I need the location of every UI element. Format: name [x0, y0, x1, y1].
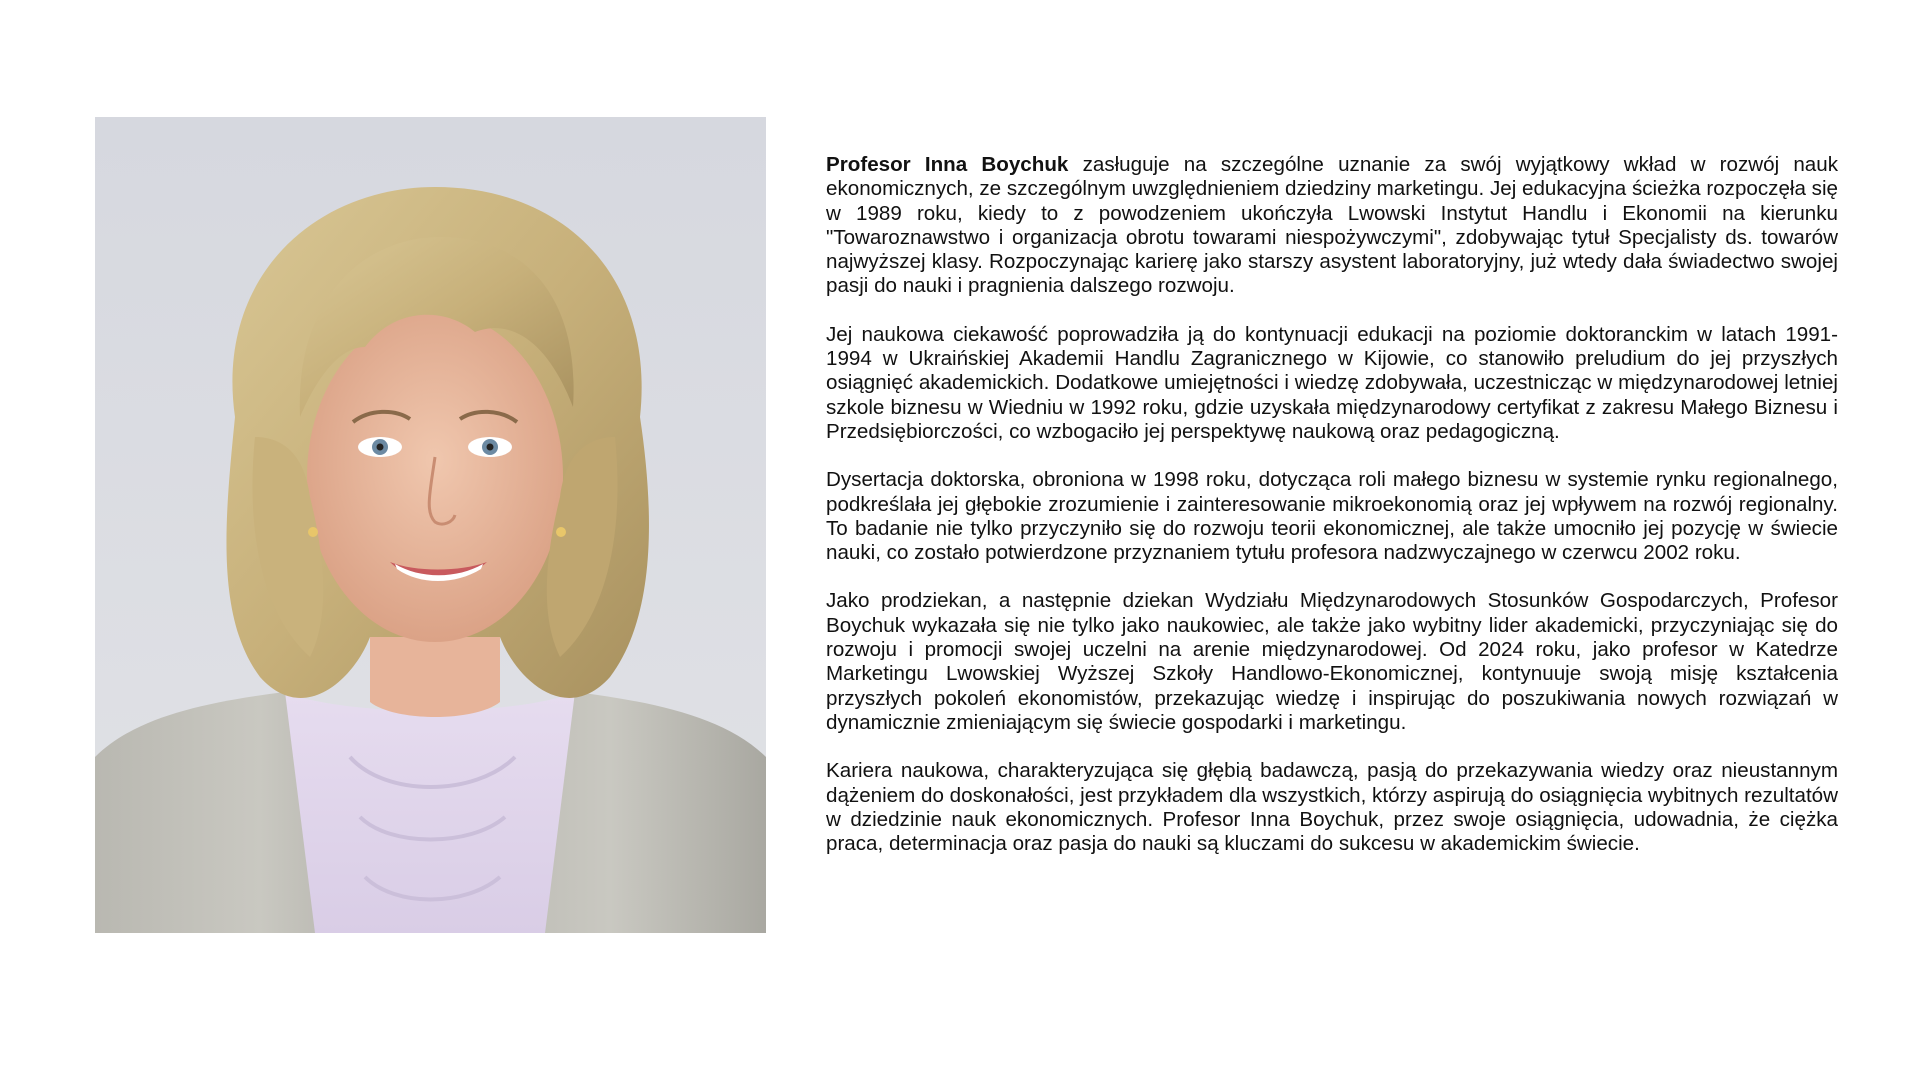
- bio-paragraph-4: Jako prodziekan, a następnie dziekan Wydziału Międzynarodowych Stosunków Gospodarczych, Profesor Boychuk wykazała się nie tylko jako naukowiec, ale także jako wybitny lider akademicki, przyczyniając się do rozwoju i promocji swojej uczelni na arenie międzynarodowej. Od 2024 roku, jako profesor w Katedrze Marketingu Lwowskiej Wyższej Szkoły Handlowo-Ekonomicznej, kontynuuje swoją misję kształcenia przyszłych pokoleń ekonomistów, przekazując wiedzę i inspirując do poszukiwania nowych rozwiązań w dynamicznie zmieniającym się świecie gospodarki i marketingu.: [826, 589, 1838, 734]
- biography-text: [826, 153, 1838, 880]
- bio-paragraph-1: [826, 153, 1838, 299]
- professor-name: Profesor Inna Boychuk: [826, 153, 1069, 176]
- portrait-illustration: [95, 117, 766, 933]
- bio-paragraph-5: Kariera naukowa, charakteryzująca się głębią badawczą, pasją do przekazywania wiedzy oraz nieustannym dążeniem do doskonałości, jest przykładem dla wszystkich, którzy aspirują do osiągnięcia wybitnych rezultatów w dziedzinie nauk ekonomicznych. Profesor Inna Boychuk, przez swoje osiągnięcia, udowadnia, że ciężka praca, determinacja oraz pasja do nauki są kluczami do sukcesu w akademickim świecie.: [826, 759, 1838, 856]
- bio-paragraph-2: Jej naukowa ciekawość poprowadziła ją do kontynuacji edukacji na poziomie doktoranckim w latach 1991-1994 w Ukraińskiej Akademii Handlu Zagranicznego w Kijowie, co stanowiło preludium do jej przyszłych osiągnięć akademickich. Dodatkowe umiejętności i wiedzę zdobywała, uczestnicząc w międzynarodowej letniej szkole biznesu w Wiedniu w 1992 roku, gdzie uzyskała międzynarodowy certyfikat z zakresu Małego Biznesu i Przedsiębiorczości, co wzbogaciło jej perspektywę naukową oraz pedagogiczną.: [826, 322, 1838, 443]
- bio-paragraph-3: Dysertacja doktorska, obroniona w 1998 roku, dotycząca roli małego biznesu w systemie rynku regionalnego, podkreślała jej głębokie zrozumienie i zainteresowanie mikroekonomią oraz jej wpływem na rozwój regionalny. To badanie nie tylko przyczyniło się do rozwoju teorii ekonomicznej, ale także umocniło jej pozycję w świecie nauki, co zostało potwierdzone przyznaniem tytułu profesora nadzwyczajnego w czerwcu 2002 roku.: [826, 468, 1838, 565]
- bio-paragraph-1-text: zasługuje na szczególne uznanie za swój wyjątkowy wkład w rozwój nauk ekonomicznych, ze szczególnym uwzględnieniem dziedziny marketingu. Jej edukacyjna ścieżka rozpoczęła się w 1989 roku, kiedy to z powodzeniem ukończyła Lwowski Instytut Handlu i Ekonomii na kierunku "Towaroznawstwo i organizacja obrotu towarami niespożywczymi", zdobywając tytuł Specjalisty ds. towarów najwyższej klasy. Rozpoczynając karierę jako starszy asystent laboratoryjny, już wtedy dała świadectwo swojej pasji do nauki i pragnienia dalszego rozwoju.: [826, 153, 1839, 298]
- portrait-photo: [95, 117, 766, 933]
